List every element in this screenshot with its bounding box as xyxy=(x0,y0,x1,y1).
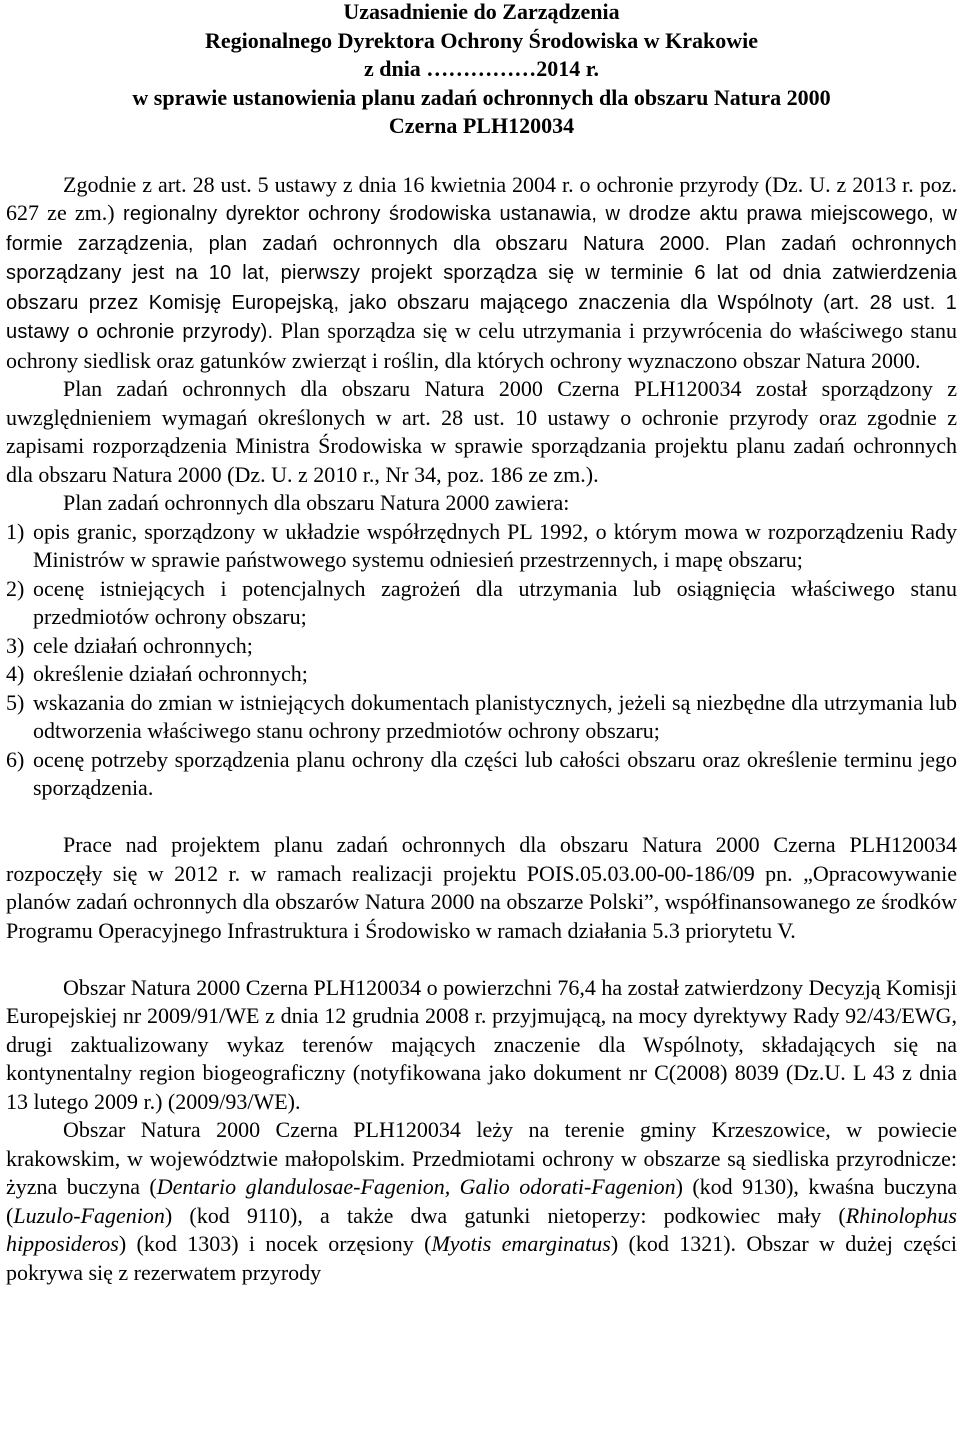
list-item xyxy=(6,575,957,632)
list-item-text: wskazania do zmian w istniejących dokumentach planistycznych, jeżeli są niezbędne dla utrzymania lub odtworzenia właściwego stanu ochrony przedmiotów ochrony obszaru; xyxy=(33,689,957,743)
list-item-number: 3) xyxy=(6,632,25,658)
title-line-2: Regionalnego Dyrektora Ochrony Środowiska w Krakowie xyxy=(204,27,759,53)
paragraph-plan-prepared-part-a: Plan zadań ochronnych dla obszaru Natura 2000 Czerna PLH120034 został sporządzony z uwzględnieniem wymagań określonych w art. 28 ust. xyxy=(6,376,957,430)
paragraph-area-location xyxy=(6,1116,957,1287)
paragraph-area-location-part-b: Przedmiotami ochrony w obszarze są siedliska przyrodnicze: żyzna buczyna ( xyxy=(6,1145,957,1199)
paragraph-area-location-part-a: Obszar Natura 2000 Czerna PLH120034 leży na terenie gminy Krzeszowice, w powiecie krakowskim, w województwie małopolskim. xyxy=(6,1117,957,1171)
latin-name-habitat-9130: Dentario glandulosae-Fagenion, Galio odorati-Fagenion xyxy=(156,1174,676,1199)
paragraph-legal-basis-part-c: Plan sporządza się w celu utrzymania i przywrócenia do właściwego stanu ochrony siedlisk oraz gatunków zwierząt i roślin, dla których ochrony wyznaczono obszar Natura 2000. xyxy=(6,318,957,373)
list-item-text: opis granic, sporządzony w układzie współrzędnych PL 1992, o którym mowa w rozporządzeniu Rady Ministrów w sprawie państwowego systemu odniesień przestrzennych, i mapę obszaru; xyxy=(33,518,957,572)
paragraph-spacer xyxy=(6,803,957,832)
paragraph-spacer xyxy=(6,945,957,974)
title-line-1: Uzasadnienie do Zarządzenia xyxy=(343,0,620,24)
list-item-number: 5) xyxy=(6,689,25,715)
paragraph-area-location-part-h: ) (kod 1303) i nocek orzęsiony ( xyxy=(118,1231,432,1256)
paragraph-legal-basis-part-b: regionalny dyrektor ochrony środowiska ustanawia, w drodze aktu prawa miejscowego, w formie zarządzenia, plan zadań ochronnych dla obszaru Natura 2000. Plan zadań ochronnych sporządzany jest na 10 lat, pierwszy projekt sporządza się w terminie 6 lat od dnia zatwierdzenia obszaru przez Komisję Europejską, jako obszaru mającego znaczenia dla Wspólnoty (art. 28 ust. 1 ustawy o ochronie przyrody). xyxy=(6,203,958,343)
latin-name-species-1303: Rhinolophus hipposideros xyxy=(6,1202,957,1256)
document-title xyxy=(6,0,957,141)
paragraph-area-approval xyxy=(6,974,957,1117)
list-item-text: ocenę potrzeby sporządzenia planu ochrony dla części lub całości obszaru oraz określenie terminu jego sporządzenia. xyxy=(33,746,957,800)
title-line-4: w sprawie ustanowienia planu zadań ochronnych dla obszaru Natura 2000 xyxy=(132,84,831,110)
list-item xyxy=(6,518,957,575)
latin-name-species-1321: Myotis emarginatus xyxy=(431,1231,611,1256)
list-item xyxy=(6,660,957,689)
paragraph-plan-prepared-part-b: 10 ustawy o ochronie przyrody oraz zgodnie z zapisami rozporządzenia Ministra Środowiska w sprawie sporządzania projektu planu zadań ochronnych dla obszaru Natura 2000 (Dz. U. z 2010 r., Nr 34, poz. 186 ze zm.). xyxy=(6,404,957,487)
paragraph-area-location-part-d: ) (kod 9130), kwaśna buczyna ( xyxy=(6,1174,957,1228)
paragraph-area-approval-part-b: przyjmującą, na mocy dyrektywy Rady 92/43/EWG, drugi zaktualizowany wykaz terenów mających znaczenie dla Wspólnoty, składających się na kontynentalny region biogeograficzny (notyfikowana jako dokument nr C(2008) 8039 (Dz.U. L 43 z dnia 13 lutego 2009 r.) (2009/93/WE). xyxy=(6,1003,957,1114)
paragraph-legal-basis xyxy=(6,171,957,376)
list-item-number: 6) xyxy=(6,746,25,772)
paragraph-plan-contents: Plan zadań ochronnych dla obszaru Natura 2000 zawiera: xyxy=(63,490,570,515)
list-item-text: określenie działań ochronnych; xyxy=(33,661,308,686)
paragraph-legal-basis-part-a: Zgodnie z art. 28 ust. 5 ustawy z dnia 16 kwietnia 2004 r. o ochronie przyrody (Dz. U. z 2013 r. poz. 627 ze zm.) xyxy=(6,171,957,225)
paragraph-area-location-part-f: ) (kod 9110), a także dwa gatunki nietoperzy: podkowiec mały ( xyxy=(164,1202,846,1228)
list-item-text: ocenę istniejących i potencjalnych zagrożeń dla utrzymania lub osiągnięcia właściwego stanu przedmiotów ochrony obszaru; xyxy=(33,575,957,629)
plan-contents-list xyxy=(6,518,957,803)
paragraph-plan-prepared xyxy=(6,375,957,489)
list-item-number: 4) xyxy=(6,661,25,686)
list-item-text: cele działań ochronnych; xyxy=(33,632,253,658)
list-item-number: 1) xyxy=(6,518,25,544)
list-item xyxy=(6,632,957,661)
title-line-3: z dnia ……………2014 r. xyxy=(363,56,600,81)
title-line-5: Czerna PLH120034 xyxy=(388,113,575,138)
list-item-number: 2) xyxy=(6,575,25,601)
list-item xyxy=(6,689,957,746)
paragraph-project-work: Prace nad projektem planu zadań ochronnych dla obszaru Natura 2000 Czerna PLH120034 rozpoczęły się w 2012 r. w ramach realizacji projektu POIS.05.03.00-00-186/09 pn. „Opracowywanie planów zadań ochronnych dla obszarów Natura 2000 na obszarze Polski”, współfinansowanego ze środków Programu Operacyjnego Infrastruktura i Środowisko w ramach działania 5.3 priorytetu V. xyxy=(6,832,957,943)
paragraph-area-location-part-j: ) (kod 1321). Obszar w dużej części pokrywa się z rezerwatem przyrody xyxy=(6,1231,958,1285)
paragraph-area-approval-part-a: Obszar Natura 2000 Czerna PLH120034 o powierzchni 76,4 ha został zatwierdzony Decyzją Komisji Europejskiej nr 2009/91/WE z dnia 12 grudnia 2008 r. xyxy=(6,974,957,1028)
list-item xyxy=(6,746,957,803)
latin-name-habitat-9110: Luzulo-Fagenion xyxy=(13,1202,165,1228)
